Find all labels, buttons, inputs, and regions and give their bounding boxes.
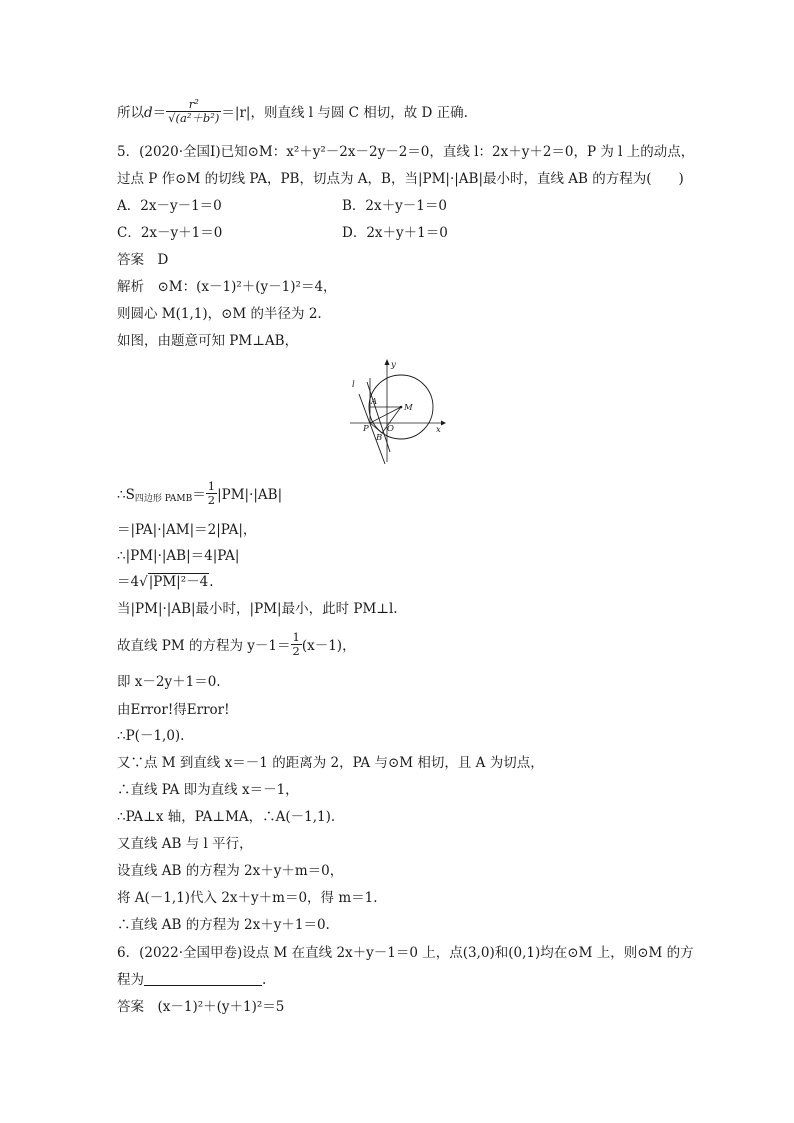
text-fragment: 故直线 PM 的方程为 y－1＝ — [117, 638, 291, 654]
option-c: C．2x－y＋1＝0 — [117, 225, 223, 241]
solution-line: 解析 ⊙M：(x－1)²＋(y－1)²＝4， — [117, 279, 337, 295]
segment-pm — [370, 407, 401, 423]
solution-line: ∴直线 AB 的方程为 2x＋y＋1＝0. — [117, 917, 330, 933]
solution-line: 由Error!得Error! — [117, 702, 230, 718]
sqrt-line — [117, 573, 697, 591]
solution-line: 又直线 AB 与 l 平行， — [117, 836, 253, 852]
text-fragment: ∴S — [117, 487, 135, 503]
half-fraction — [206, 480, 217, 507]
problem-6-line-2 — [117, 971, 697, 989]
answer-blank — [144, 972, 262, 986]
solution-line: 如图，由题意可知 PM⊥AB， — [117, 333, 299, 349]
text-fragment: ＝|r|，则直线 l 与圆 C 相切，故 D 正确. — [221, 105, 468, 121]
solution-line: ∴PA⊥x 轴，PA⊥MA，∴A(－1,1). — [117, 809, 336, 825]
sqrt-sign: √ — [139, 574, 148, 590]
figure-svg — [340, 354, 450, 469]
label-x: x — [436, 425, 441, 435]
solution-line: ∴|PM|·|AB|＝4|PA| — [117, 548, 240, 564]
label-m: M — [404, 403, 413, 413]
solution-line: 当|PM|·|AB|最小时，|PM|最小，此时 PM⊥l. — [117, 601, 398, 617]
label-o: O — [387, 424, 394, 434]
fraction-denominator: 2 — [292, 644, 300, 658]
conclusion-line — [117, 98, 697, 128]
equals-sign: ＝ — [192, 487, 206, 503]
line-pm-equation — [117, 631, 697, 661]
fraction-denominator: √(a²＋b²) — [168, 111, 220, 125]
label-p: P — [363, 424, 369, 434]
answer-6: 答案 (x－1)²＋(y＋1)²＝5 — [117, 999, 285, 1015]
solution-line: ＝|PA|·|AM|＝2|PA|， — [117, 522, 257, 538]
problem-6-line-1: 6．(2022·全国甲卷)设点 M 在直线 2x＋y－1＝0 上，点(3,0)和(0,1)均在⊙M 上，则⊙M 的方 — [117, 945, 694, 961]
text-fragment: (x－1)， — [301, 638, 356, 654]
center-m-dot — [400, 406, 403, 409]
sqrt-radicand: |PM|²－4 — [148, 574, 209, 590]
fraction-numerator: r² — [188, 97, 199, 111]
area-subscript: 四边形 PAMB — [134, 494, 193, 504]
label-l: l — [352, 380, 355, 390]
var-d: d — [144, 105, 153, 121]
circle-tangent-figure — [340, 354, 450, 469]
area-line — [117, 480, 697, 510]
text-fragment: . — [209, 574, 214, 590]
solution-line: 即 x－2y＋1＝0. — [117, 674, 221, 690]
option-d: D．2x＋y＋1＝0 — [342, 225, 448, 241]
problem-5-line-2: 过点 P 作⊙M 的切线 PA，PB，切点为 A，B，当|PM|·|AB|最小时，直线 AB 的方程为( ) — [117, 171, 684, 187]
label-y: y — [391, 360, 396, 370]
label-b: B — [376, 433, 383, 443]
text-fragment: 程为 — [117, 972, 144, 988]
text-fragment: 所以 — [117, 105, 144, 121]
solution-line: ∴直线 PA 即为直线 x＝－1， — [117, 782, 299, 798]
y-axis-arrow-icon — [385, 359, 390, 365]
solution-line: 又∵点 M 到直线 x＝－1 的距离为 2，PA 与⊙M 相切，且 A 为切点， — [117, 755, 544, 771]
fraction-numerator: 1 — [207, 479, 216, 493]
fraction-numerator: 1 — [292, 630, 300, 644]
solution-line: 设直线 AB 的方程为 2x＋y＋m＝0， — [117, 863, 344, 879]
text-fragment: |PM|·|AB| — [217, 487, 283, 503]
half-fraction — [291, 631, 302, 658]
distance-fraction — [166, 98, 221, 125]
text-fragment: ＝4 — [117, 574, 140, 590]
solution-line: ∴P(－1,0). — [117, 728, 185, 744]
solution-line: 则圆心 M(1,1)，⊙M 的半径为 2. — [117, 306, 322, 322]
solution-line: 将 A(－1,1)代入 2x＋y＋m＝0，得 m＝1. — [117, 890, 378, 906]
equals-sign: ＝ — [152, 105, 167, 121]
option-a: A．2x－y－1＝0 — [117, 198, 222, 214]
label-a: A — [371, 397, 378, 407]
problem-5-line-1: 5．(2020·全国Ⅰ)已知⊙M：x²＋y²－2x－2y－2＝0，直线 l：2x＋y＋2＝0，P 为 l 上的动点， — [117, 144, 695, 160]
option-b: B．2x＋y－1＝0 — [342, 198, 447, 214]
answer-5: 答案 D — [117, 252, 169, 268]
x-axis-arrow-icon — [441, 421, 446, 426]
fraction-denominator: 2 — [207, 493, 216, 507]
text-fragment: . — [262, 972, 267, 988]
